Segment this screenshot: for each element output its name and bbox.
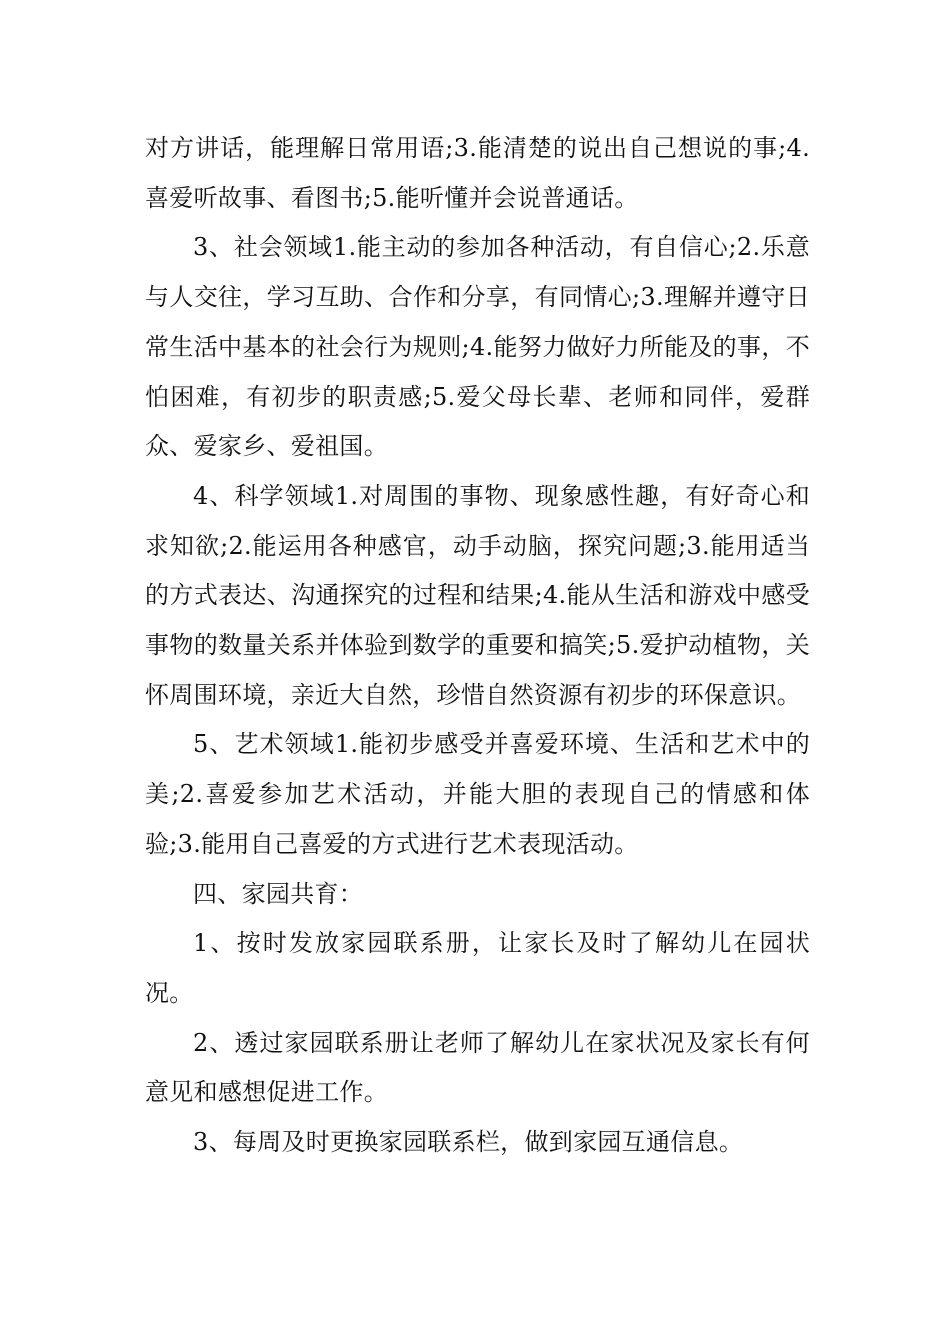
paragraph-home-school-item-2: 2、透过家园联系册让老师了解幼儿在家状况及家长有何意见和感想促进工作。 [145,1028,810,1107]
paragraph-home-school-item-1: 1、按时发放家园联系册，让家长及时了解幼儿在园状况。 [145,929,810,1007]
paragraph-science-domain: 4、科学领域1.对周围的事物、现象感性趣，有好奇心和求知欲;2.能运用各种感官，动手动脑，探究问题;3.能用适当的方式表达、沟通探究的过程和结果;4.能从生活和游戏中感受事物的数量关系并体验到数学的重要和搞笑;5.爱护动植物，关怀周围环境，亲近大自然，珍惜自然资源有初步的环保意识。 [145,481,810,709]
paragraph-language-continued: 对方讲话，能理解日常用语;3.能清楚的说出自己想说的事;4.喜爱听故事、看图书;5.能听懂并会说普通话。 [145,134,810,212]
section-heading-home-school: 四、家园共育： [193,879,364,908]
paragraph-art-domain: 5、艺术领域1.能初步感受并喜爱环境、生活和艺术中的美;2.喜爱参加艺术活动，并能大胆的表现自己的情感和体验;3.能用自己喜爱的方式进行艺术表现活动。 [145,730,810,858]
paragraph-social-domain: 3、社会领域1.能主动的参加各种活动，有自信心;2.乐意与人交往，学习互助、合作和分享，有同情心;3.理解并遵守日常生活中基本的社会行为规则;4.能努力做好力所能及的事，不怕困难，有初步的职责感;5.爱父母长辈、老师和同伴，爱群众、爱家乡、爱祖国。 [145,233,810,461]
paragraph-home-school-item-3: 3、每周及时更换家园联系栏，做到家园互通信息。 [193,1128,744,1157]
document-body [145,124,810,1168]
